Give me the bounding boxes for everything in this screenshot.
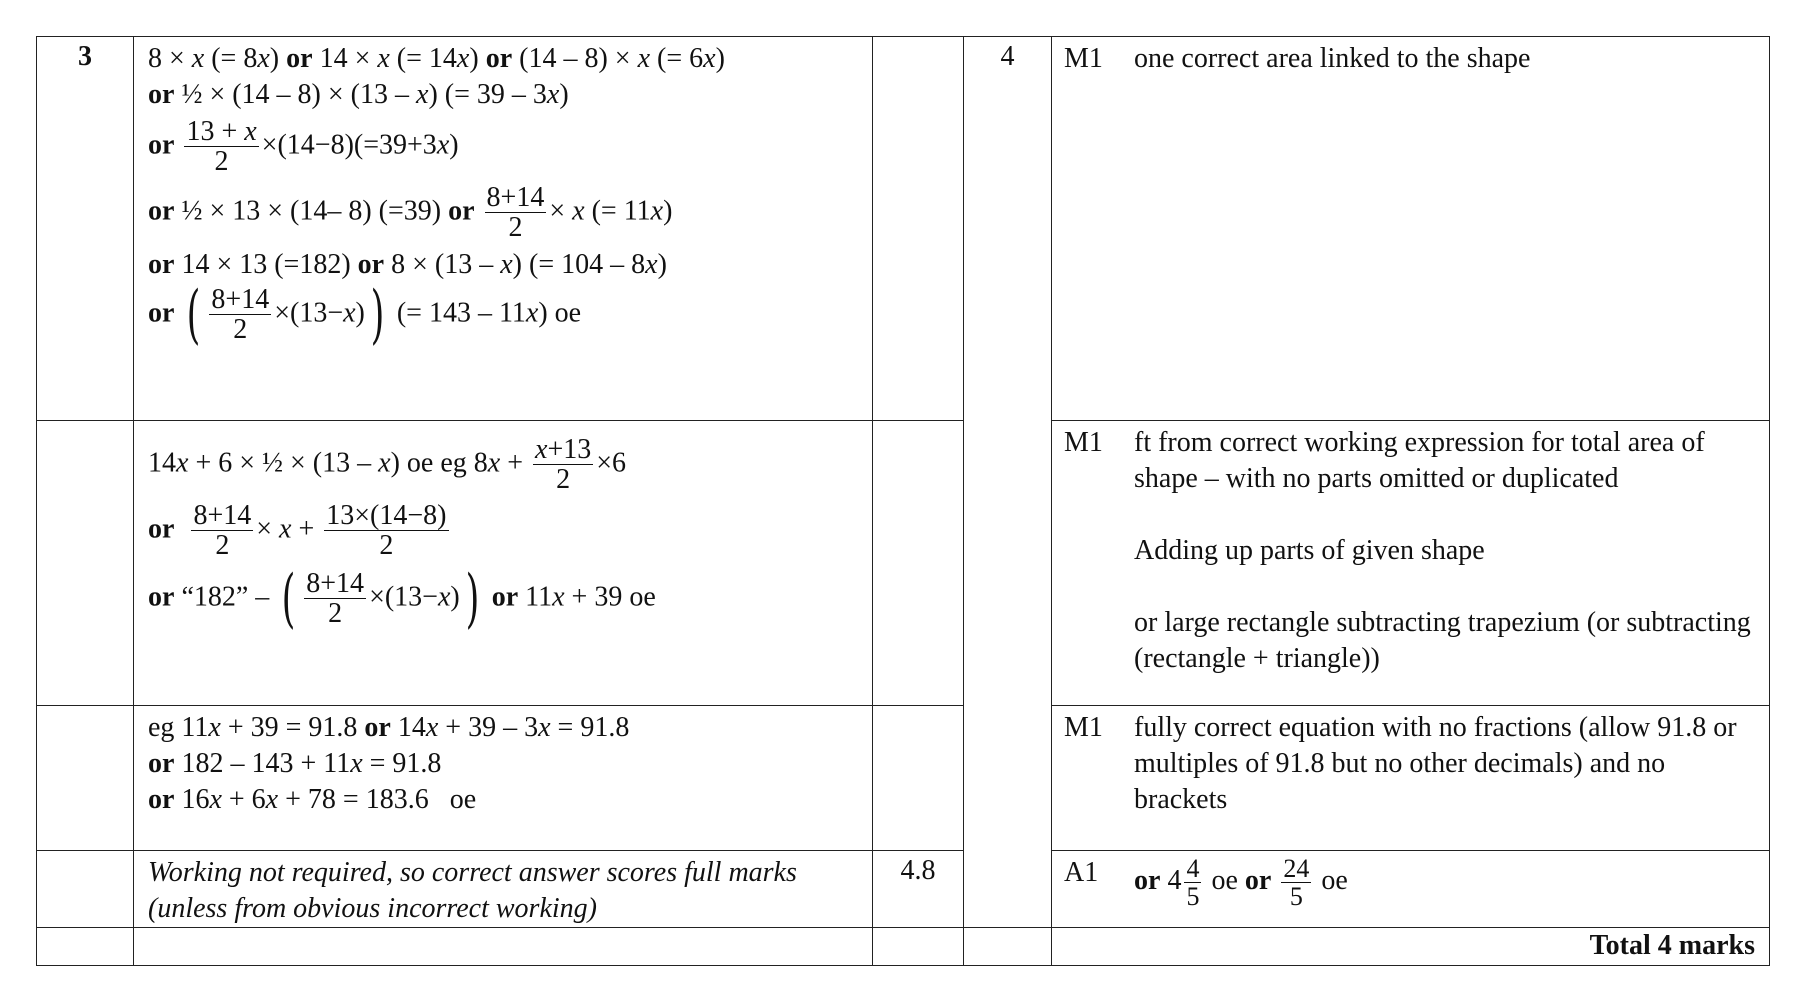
table-row — [37, 37, 1770, 421]
answer-cell — [873, 706, 964, 851]
notes-cell: A1 or 4 $\frac{4}{5}$ oe or $\frac{24}{5}$ oe — [1052, 851, 1770, 928]
working-cell: Working not required, so correct answer scores full marks (unless from obvious incorrect working) — [134, 851, 873, 928]
working-cell: 8 × x (= 8x) or 14 × x (= 14x) or (14 – 8) × x (= 6x) or ½ × (14 – 8) × (13 – x) (= 39 – 3x) or $\frac{13 + x}{2}$ ×(14−8)(=39+3x) or ½ × 13 × (14– 8) (=39) or $\frac{8+14}{2}$ × x (= 11x) or 14 × 13 (=182) or 8 × (13 – x) (= 104 – 8x) or ( $\frac{8+14}{2}$ ×(13−x)) (= 143 – 11x) oe — [134, 37, 873, 421]
table-row — [37, 421, 1770, 706]
total-marks: 4 — [964, 37, 1052, 928]
working-cell: eg 11x + 39 = 91.8 or 14x + 39 – 3x = 91.8 or 182 – 143 + 11x = 91.8 or 16x + 6x + 78 = 183.6 oe — [134, 706, 873, 851]
table-row — [37, 851, 1770, 928]
answer-cell — [873, 421, 964, 706]
mark-code: M1 — [1064, 43, 1103, 74]
question-number: 3 — [37, 37, 134, 421]
mark-code: M1 — [1064, 712, 1103, 743]
answer-cell — [873, 37, 964, 421]
table-row — [37, 706, 1770, 851]
mark-code: M1 — [1064, 427, 1103, 458]
mark-code: A1 — [1064, 857, 1099, 888]
answer-cell: 4.8 — [873, 851, 964, 928]
total-marks-label: Total 4 marks — [1052, 928, 1770, 966]
mark-scheme-table — [36, 36, 1770, 966]
table-row — [37, 928, 1770, 966]
notes-cell: M1 one correct area linked to the shape — [1052, 37, 1770, 421]
working-cell: 14x + 6 × ½ × (13 – x) oe eg 8x + $\frac{x+13}{2}$ ×6 or $\frac{8+14}{2}$ × x + $\frac{13\times(14-8)}{2}$ or “182” – ( $\frac{8+14}{2}$ ×(13−x)) or 11x + 39 oe — [134, 421, 873, 706]
notes-cell: M1 fully correct equation with no fractions (allow 91.8 or multiples of 91.8 but no other decimals) and no brackets — [1052, 706, 1770, 851]
notes-cell: M1 ft from correct working expression for total area of shape – with no parts omitted or duplicated Adding up parts of given shape or large rectangle subtracting trapezium (or subtracting (rectangle + triangle)) — [1052, 421, 1770, 706]
